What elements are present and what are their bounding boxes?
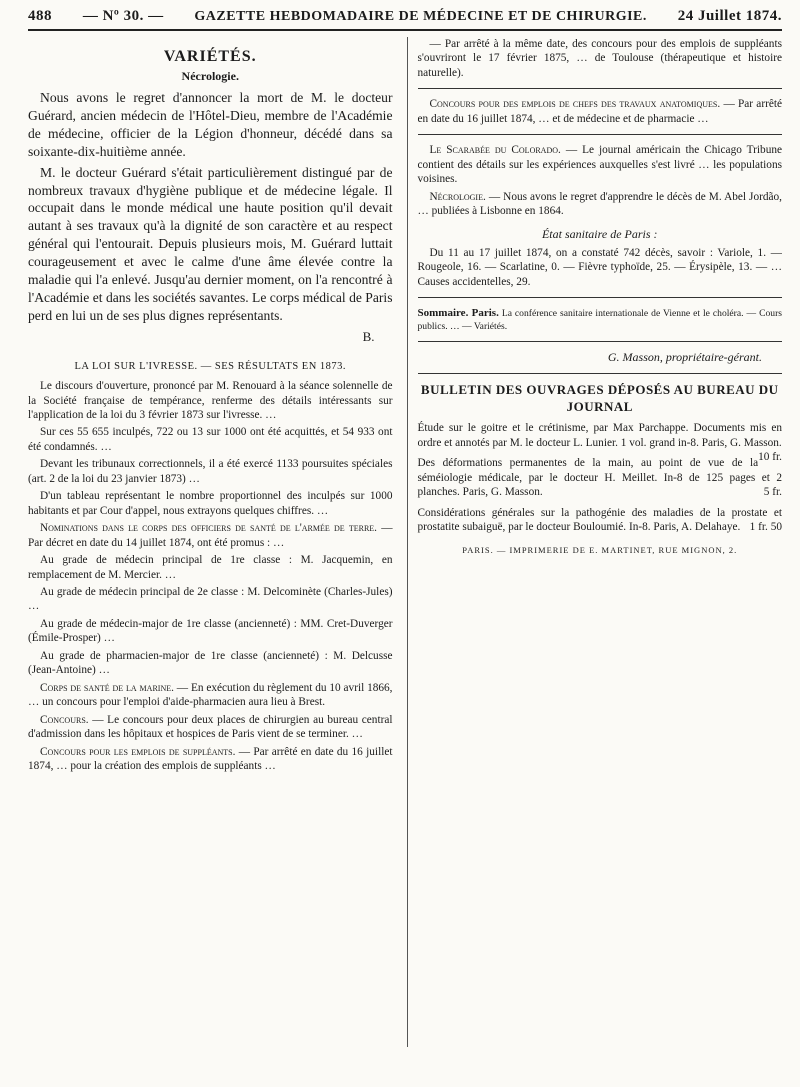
nominations-intro: Nominations dans le corps des officiers de santé de l'armée de terre. — Par décret en date du 14 juillet 1874, ont été promus : … (28, 522, 393, 549)
paragraph: — Par arrêté à la même date, des concours pour des emplois de suppléants s'ouvriront le 17 février 1875, … de Toulouse (thérapeutique et histoire naturelle). (417, 38, 782, 79)
paragraph: Sur ces 55 655 inculpés, 722 ou 13 sur 1000 ont été acquittés, et 54 933 ont été condamnés. … (28, 426, 393, 453)
section-title: VARIÉTÉS. (163, 48, 257, 65)
right-column (407, 37, 783, 1047)
divider (418, 88, 783, 89)
paragraph: Au grade de médecin principal de 2e classe : M. Delcominète (Charles-Jules) … (28, 585, 393, 613)
divider (418, 134, 783, 135)
gerant-line: G. Masson, propriétaire-gérant. (607, 349, 762, 364)
divider (418, 373, 783, 374)
paragraph: Le discours d'ouverture, prononcé par M. Renouard à la séance solennelle de la Société française de tempérance, renferme des détails intéressants sur l'application de la loi du 3 février 1873 sur l'ivresse. … (28, 380, 393, 421)
scarab-notice: Le Scarabée du Colorado. — Le journal américain the Chicago Tribune contient des détails sur les expériences auxquelles s'est livré … les populations voisines. (417, 144, 782, 186)
etat-sanitaire-title: État sanitaire de Paris : (541, 226, 658, 241)
bulletin-title: BULLETIN DES OUVRAGES DÉPOSÉS AU BUREAU DU JOURNAL (420, 382, 779, 414)
obituary-guerard (28, 89, 393, 325)
running-header (28, 8, 782, 31)
paragraph: M. le docteur Guérard s'était particulièrement distingué par de nombreux travaux d'hygiène publique et de médecine légale. Il occupait dans le monde médical une haute position qu'il devait autant à ses travaux qu'à la dignité de son caractère et au respect général qui l'entourait. Depuis plusieurs mois, M. Guérard luttait courageusement et avec le calme d'une âme élevée contre la maladie qui l'a enlevé. Jusqu'au dernier moment, on l'a rencontré à l'Académie et dans les sociétés savantes. Le corps médical de Paris perd en lui un de ses plus dignes représentants. (28, 164, 393, 324)
article-heading: LA LOI SUR L'IVRESSE. — SES RÉSULTATS EN 1873. (74, 360, 347, 372)
divider (418, 341, 783, 342)
chefs-notice: Concours pour des emplois de chefs des travaux anatomiques. — Par arrêté en date du 16 juillet 1874, … et de médecine et de pharmacie … (417, 98, 782, 125)
concours-notice: Concours. — Le concours pour deux places de chirurgien au bureau central d'admission dans les hôpitaux et hospices de Paris vient de se terminer. … (28, 713, 393, 741)
book-entry: Considérations générales sur la pathogénie des maladies de la prostate et prostatite subaiguë, par le docteur Bouloumié. In-8. Paris, A. Delahaye. 1 fr. 50 (417, 506, 782, 534)
journal-title: GAZETTE HEBDOMADAIRE DE MÉDECINE ET DE CHIRURGIE. (194, 9, 647, 24)
paragraph: Au grade de médecin-major de 1re classe (ancienneté) : MM. Cret-Duverger (Émile-Prosper) … (28, 617, 393, 645)
marine-notice: Corps de santé de la marine. — En exécution du règlement du 10 avril 1866, … un concours pour l'emploi d'aide-pharmacien aura lieu à Brest. (28, 681, 393, 709)
left-column (28, 37, 393, 1047)
book-entry: Étude sur le goitre et le crétinisme, par Max Parchappe. Documents mis en ordre et annotés par M. le docteur L. Lunier. 1 vol. grand in-8. Paris, G. Masson. 10 fr. (417, 422, 782, 464)
paragraph: Au grade de pharmacien-major de 1re classe (ancienneté) : M. Delcusse (Jean-Antoine) … (28, 649, 393, 677)
section-subtitle: Nécrologie. (181, 69, 239, 84)
issue-number: — Nº 30. — (82, 8, 164, 24)
paragraph: Nous avons le regret d'annoncer la mort de M. le docteur Guérard, ancien médecin de l'Hôtel-Dieu, membre de l'Académie de médecine, officier de la Légion d'honneur, décédé dans sa soixante-dix-huitième année. (28, 89, 393, 159)
paragraph: Devant les tribunaux correctionnels, il a été exercé 1133 poursuites spéciales (art. 2 de la loi du 23 janvier 1873) … (28, 458, 393, 485)
book-entry: Des déformations permanentes de la main, au point de vue de la séméiologie médicale, par le docteur H. Meillet. In-8 de 125 pages et 2 planches. Paris, G. Masson. 5 fr. (417, 457, 782, 499)
page-number: 488 (28, 8, 52, 24)
etat-sanitaire: Du 11 au 17 juillet 1874, on a constaté 742 décès, savoir : Variole, 1. — Rougeole, 16. — Scarlatine, 0. — Fièvre typhoïde, 25. — Érysipèle, 13. — … Causes accidentelles, 29. (417, 246, 782, 288)
printer-imprint: PARIS. — IMPRIMERIE DE E. MARTINET, RUE MIGNON, 2. (462, 544, 738, 555)
necrology-notice: Nécrologie. — Nous avons le regret d'apprendre le décès de M. Abel Jordão, … publiées à Lisbonne en 1864. (417, 190, 782, 218)
signature: B. (362, 329, 375, 345)
sommaire: Sommaire. Paris. La conférence sanitaire internationale de Vienne et le choléra. — Cours publics. … — Variétés. (417, 307, 782, 332)
paragraph: Au grade de médecin principal de 1re classe : M. Jacquemin, en remplacement de M. Mercier. … (28, 554, 393, 581)
divider (418, 297, 783, 298)
paragraph: D'un tableau représentant le nombre proportionnel des inculpés sur 1000 habitants et par Cour d'appel, nous extrayons quelques chiffres. … (28, 490, 393, 517)
suppleants-notice: Concours pour les emplois de suppléants. — Par arrêté en date du 16 juillet 1874, … pour la création des emplois de suppléants … (28, 745, 393, 772)
issue-date: 24 Juillet 1874. (677, 8, 782, 24)
